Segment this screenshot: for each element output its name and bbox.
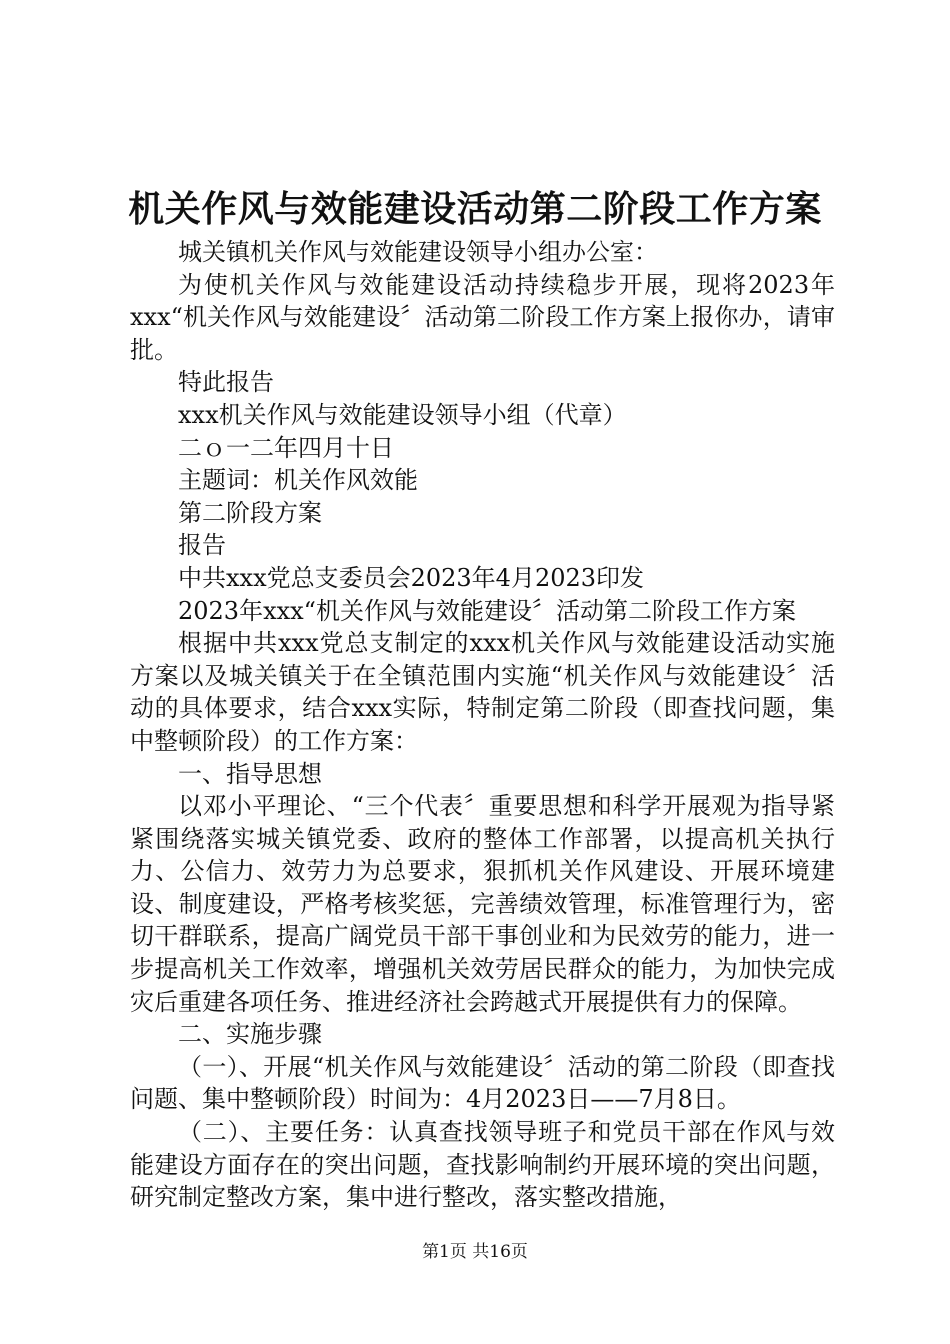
paragraph-plan-title: 2023年xxx“机关作风与效能建设〞活动第二阶段工作方案 <box>178 596 796 625</box>
section-heading-steps: 二、实施步骤 <box>178 1020 322 1049</box>
paragraph-keywords-cont-2: 报告 <box>178 531 226 560</box>
paragraph-step-2: （二）、主要任务：认真查找领导班子和党员干部在作风与效能建设方面存在的突出问题，查找影响制约开展环境的突出问题，研究制定整改方案，集中进行整改，落实整改措施， <box>130 1118 835 1212</box>
section-heading-guidance: 一、指导思想 <box>178 759 322 788</box>
paragraph-step-1: （一）、开展“机关作风与效能建设〞活动的第二阶段（即查找问题、集中整顿阶段）时间为：4月2023日——7月8日。 <box>130 1052 835 1114</box>
paragraph-intro: 为使机关作风与效能建设活动持续稳步开展，现将2023年xxx“机关作风与效能建设〞活动第二阶段工作方案上报你办，请审批。 <box>130 270 835 364</box>
document-title: 机关作风与效能建设活动第二阶段工作方案 <box>128 188 822 230</box>
paragraph-date: 二ｏ一二年四月十日 <box>178 433 394 462</box>
paragraph-guidance: 以邓小平理论、“三个代表〞重要思想和科学开展观为指导紧紧围绕落实城关镇党委、政府的整体工作部署，以提高机关执行力、公信力、效劳力为总要求，狠抓机关作风建设、开展环境建设、制度建设，严格考核奖惩，完善绩效管理，标准管理行为，密切干群联系，提高广阔党员干部干事创业和为民效劳的能力，进一步提高机关工作效率，增强机关效劳居民群众的能力，为加快完成灾后重建各项任务、推进经济社会跨越式开展提供有力的保障。 <box>130 792 835 1016</box>
paragraph-report-note: 特此报告 <box>178 368 274 397</box>
paragraph-basis: 根据中共xxx党总支制定的xxx机关作风与效能建设活动实施方案以及城关镇关于在全镇范围内实施“机关作风与效能建设〞活动的具体要求，结合xxx实际，特制定第二阶段（即查找问题，集中整顿阶段）的工作方案： <box>130 629 835 755</box>
paragraph-issuer: 中共xxx党总支委员会2023年4月2023印发 <box>178 563 645 592</box>
paragraph-keywords-cont-1: 第二阶段方案 <box>178 498 322 527</box>
page-number-footer: 第1页 共16页 <box>422 1242 528 1262</box>
paragraph-addressee: 城关镇机关作风与效能建设领导小组办公室： <box>178 238 658 266</box>
paragraph-signatory: xxx机关作风与效能建设领导小组（代章） <box>178 400 627 429</box>
document-body <box>130 236 835 1214</box>
paragraph-keywords: 主题词：机关作风效能 <box>178 466 418 495</box>
